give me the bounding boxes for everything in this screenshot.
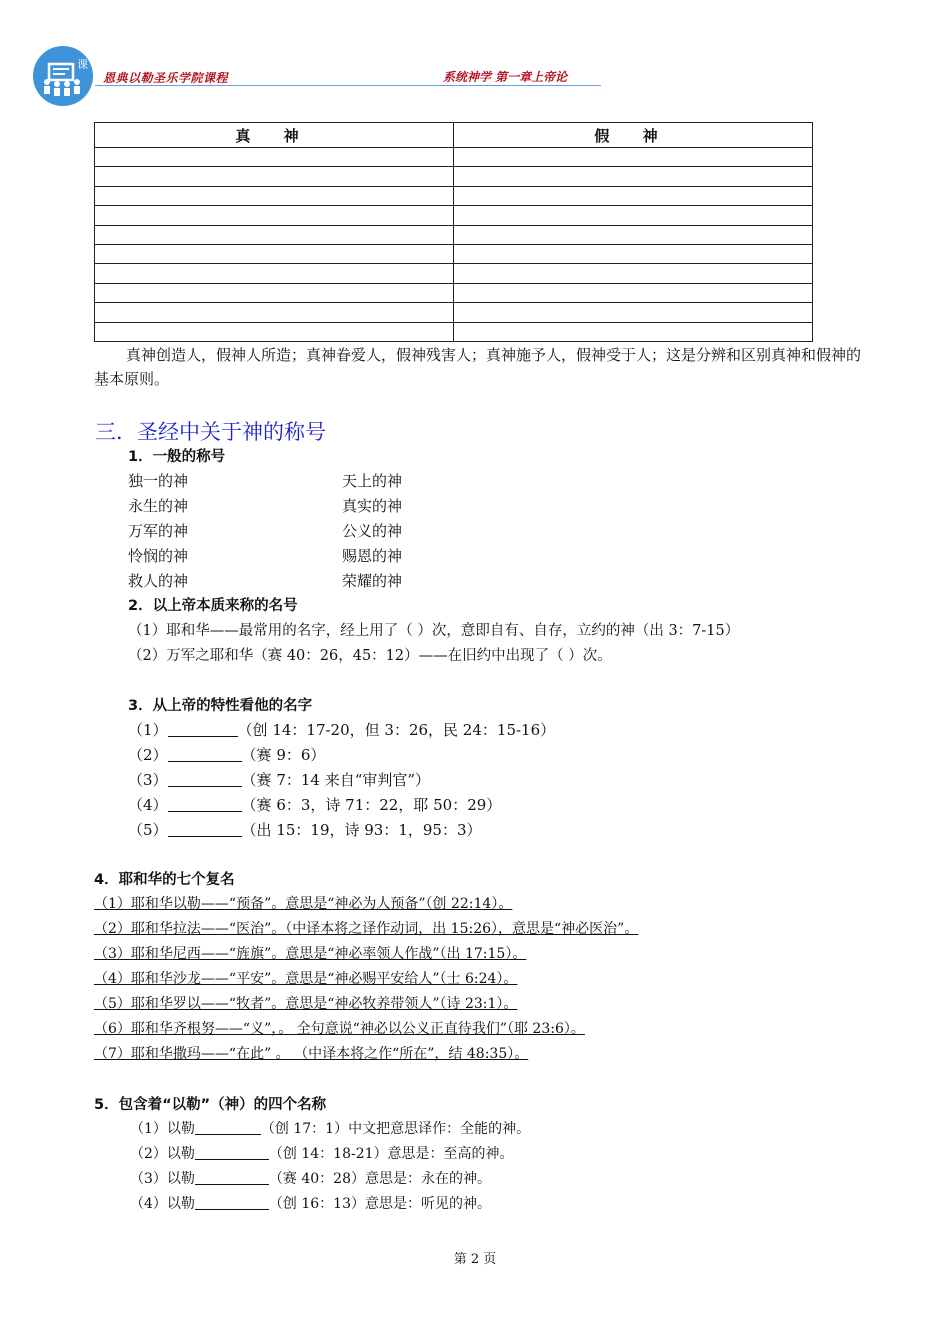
table-header-row [95, 123, 813, 148]
list-item: （4）耶和华沙龙——“平安”。意思是“神必赐平安给人”（士 6:24）。 [94, 971, 518, 987]
list-item: 永生的神 [128, 497, 189, 515]
table-row [95, 167, 813, 186]
subsection-3-title: 3．从上帝的特性看他的名字 [128, 698, 313, 714]
page-number: 第 2 页 [453, 1252, 497, 1267]
list-item: （3）以勒 （赛 40：28）意思是：永在的神。 [130, 1171, 492, 1187]
logo [33, 46, 93, 106]
fill-in-blank[interactable] [195, 1169, 269, 1185]
subsection-2-title: 2．以上帝本质来称的名号 [128, 598, 298, 614]
table-cell[interactable] [95, 303, 454, 322]
table-cell[interactable] [454, 206, 813, 225]
table-row [95, 283, 813, 302]
logo-icon [33, 46, 93, 106]
list-item: 怜悯的神 [128, 547, 189, 565]
table-cell[interactable] [95, 206, 454, 225]
list-item: （5）耶和华罗以——“牧者”。意思是“神必牧养带领人”（诗 23:1）。 [94, 996, 518, 1012]
table-row [95, 322, 813, 341]
list-item: （6）耶和华齐根努——“义”，。 全句意说“神必以公义正直待我们”（耶 23:6）。 [94, 1021, 585, 1037]
table-cell[interactable] [95, 322, 454, 341]
section-title: 三．圣经中关于神的称号 [95, 420, 326, 444]
fill-in-blank[interactable] [168, 771, 242, 787]
list-item: （5） （出 15：19，诗 93：1，95：3） [128, 821, 482, 839]
table-cell[interactable] [95, 225, 454, 244]
table-row [95, 206, 813, 225]
list-item: （2） （赛 9：6） [128, 746, 326, 764]
intro-paragraph: 真神创造人，假神人所造；真神眷爱人，假神残害人；真神施予人，假神受于人；这是分辨和区别真神和假神的基本原则。 [94, 346, 862, 388]
list-item: 荣耀的神 [342, 572, 403, 590]
fill-in-blank[interactable] [168, 821, 242, 837]
list-item: 独一的神 [128, 472, 189, 490]
table-cell[interactable] [454, 244, 813, 263]
table-row [95, 225, 813, 244]
table-cell[interactable] [95, 283, 454, 302]
table-row [95, 264, 813, 283]
true-false-god-table [94, 122, 813, 342]
svg-text:课: 课 [77, 58, 88, 71]
table-cell[interactable] [95, 167, 454, 186]
header-chapter-title: 系统神学 第一章上帝论 [443, 70, 568, 84]
list-item: 天上的神 [342, 472, 403, 490]
column-true-god: 真 神 [95, 123, 454, 148]
fill-in-blank[interactable] [168, 796, 242, 812]
table-cell[interactable] [454, 225, 813, 244]
list-item: 真实的神 [342, 497, 403, 515]
table-cell[interactable] [454, 283, 813, 302]
table-row [95, 303, 813, 322]
table-cell[interactable] [454, 322, 813, 341]
table-row [95, 186, 813, 205]
table-cell[interactable] [95, 264, 454, 283]
table-cell[interactable] [454, 303, 813, 322]
column-false-god: 假 神 [454, 123, 813, 148]
list-item: （1）以勒 （创 17：1）中文把意思译作：全能的神。 [130, 1121, 531, 1137]
header-rule [95, 85, 601, 86]
table-cell[interactable] [95, 244, 454, 263]
list-item: （3）耶和华尼西——“旌旗”。意思是“神必率领人作战”（出 17:15）。 [94, 946, 527, 962]
header-course-title: 恩典以勒圣乐学院课程 [103, 71, 229, 85]
list-item: 公义的神 [342, 522, 403, 540]
table-row [95, 148, 813, 167]
list-item: 救人的神 [128, 572, 189, 590]
list-item: （1） （创 14：17-20，但 3：26，民 24：15-16） [128, 721, 556, 739]
list-item: （4） （赛 6：3，诗 71：22，耶 50：29） [128, 796, 502, 814]
subsection-4-title: 4．耶和华的七个复名 [94, 872, 235, 888]
list-item: （2）以勒 （创 14：18-21）意思是：至高的神。 [130, 1146, 514, 1162]
table-cell[interactable] [454, 264, 813, 283]
table-row [95, 244, 813, 263]
list-item: （2）万军之耶和华（赛 40：26，45：12）——在旧约中出现了（ ）次。 [128, 648, 612, 664]
fill-in-blank[interactable] [168, 721, 238, 737]
fill-in-blank[interactable] [195, 1144, 269, 1160]
fill-in-blank[interactable] [195, 1119, 261, 1135]
fill-in-blank[interactable] [168, 746, 242, 762]
fill-in-blank[interactable] [195, 1194, 269, 1210]
table-cell[interactable] [95, 186, 454, 205]
list-item: （3） （赛 7：14 来自“审判官”） [128, 771, 431, 789]
list-item: 万军的神 [128, 522, 189, 540]
subsection-1-title: 1．一般的称号 [128, 449, 226, 465]
table-cell[interactable] [454, 186, 813, 205]
list-item: （2）耶和华拉法——“医治”。（中译本将之译作动词，出 15:26），意思是“神必医治”。 [94, 921, 639, 937]
list-item: （7）耶和华撒玛——“在此” 。 （中译本将之作“所在”，结 48:35）。 [94, 1046, 529, 1062]
list-item: 赐恩的神 [342, 547, 403, 565]
table-cell[interactable] [95, 148, 454, 167]
list-item: （1）耶和华——最常用的名字，经上用了（ ）次，意即自有、自存，立约的神（出 3：7-15） [128, 623, 740, 639]
subsection-5-title: 5．包含着“以勒”（神）的四个名称 [94, 1097, 327, 1113]
list-item: （1）耶和华以勒——“预备”。意思是“神必为人预备”（创 22:14）。 [94, 896, 513, 912]
table-cell[interactable] [454, 167, 813, 186]
table-cell[interactable] [454, 148, 813, 167]
list-item: （4）以勒 （创 16：13）意思是：听见的神。 [130, 1196, 492, 1212]
